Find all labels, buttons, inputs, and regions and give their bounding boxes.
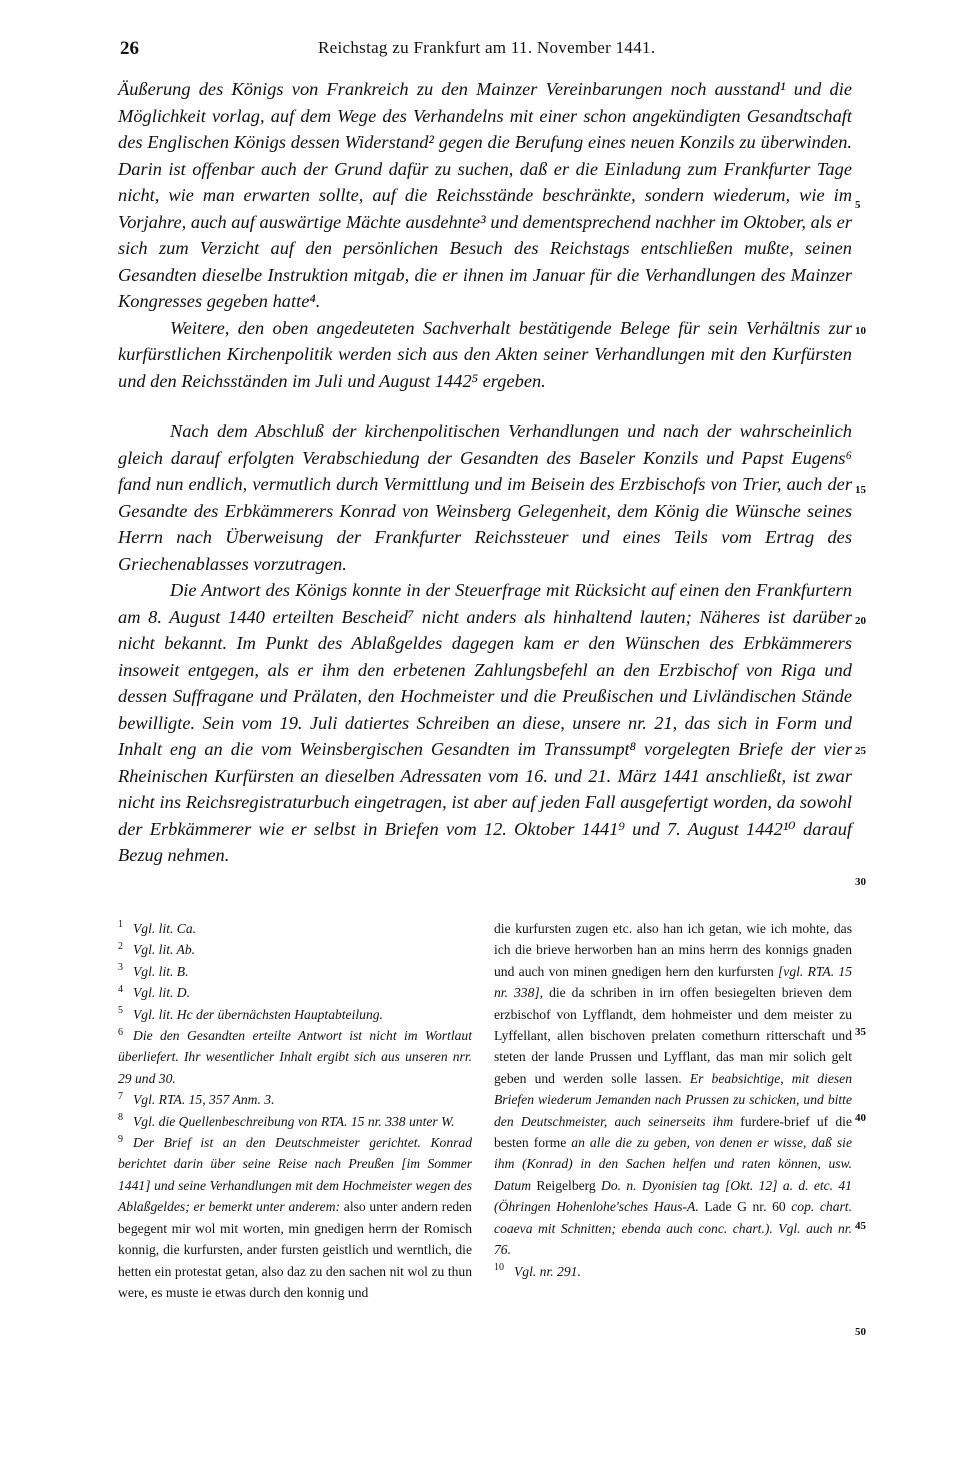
line-number: 10 [855,325,866,337]
footnotes-left [118,918,472,1303]
line-number: 45 [855,1220,866,1232]
footnotes-right [494,918,852,1282]
quote-text: also unter andern reden begegent mir wol mit worten, min gnedigen herrn der Romisch konnig, die kurfursten, ander fursten geistlich und werntlich, die hetten ein protestat getan, also daz zu den sachen nit wol zu thun were, es muste ie etwas durch den konnig und [118,1199,472,1300]
page-header [0,38,960,64]
line-number: 15 [855,484,866,496]
page-number: 26 [120,38,139,59]
footnote: $^4$ Vgl. lit. D. [118,983,191,1001]
paragraph: Äußerung des Königs von Frankreich zu den Mainzer Vereinbarungen noch ausstand¹ und die Möglichkeit vorlag, auf dem Wege des Verhandelns mit einer schon angekündigten Gesandtschaft des Englischen Königs dessen Widerstand² gegen die Berufung eines neuen Konzils zu überwinden. Darin ist offenbar auch der Grund dafür zu suchen, daß er die Einladung zum Frankfurter Tage nicht, wie man erwarten sollte, auf die Reichsstände beschränkte, sondern wiederum, wie im Vorjahre, auch auf auswärtige Mächte ausdehnte³ und dementsprechend nachher im Oktober, als er sich zum Verzicht auf den persönlichen Besuch des Reichstags entschließen mußte, seinen Gesandten dieselbe Instruktion mitgab, die er ihnen im Januar für die Verhandlungen des Mainzer Kongresses gegeben hatte⁴. [118,79,852,311]
line-number: 5 [855,199,861,211]
footnote: $^8$ Vgl. die Quellenbeschreibung von RTA. 15 nr. 338 unter W. [118,1112,455,1129]
paragraph: Die Antwort des Königs konnte in der Steuerfrage mit Rücksicht auf einen den Frankfurtern am 8. August 1440 erteilten Bescheid⁷ nicht anders als hinhaltend lauten; Näheres ist darüber nicht bekannt. Im Punkt des Ablaßgeldes dagegen kam er den Wünschen des Erbkämmerers insoweit entgegen, als er ihm den erbetenen Zahlungsbefehl an den Erzbischof von Riga und dessen Suffragane und Prälaten, den Hochmeister und die Preußischen und Livländischen Stände bewilligte. Sein vom 19. Juli datiertes Schreiben an diese, unsere nr. 21, das sich in Form und Inhalt eng an die vom Weinsbergischen Gesandten im Transsumpt⁸ vorgelegten Briefe der vier Rheinischen Kurfürsten an dieselben Adressaten vom 16. und 21. März 1441 anschließt, ist zwar nicht ins Reichsregistraturbuch eingetragen, ist aber auf jeden Fall ausgefertigt worden, da sowohl der Erbkämmerer wie er selbst in Briefen vom 12. Oktober 1441⁹ und 7. August 1442¹⁰ darauf Bezug nehmen. [118,580,852,865]
main-text [118,76,852,869]
line-number: 50 [855,1326,866,1338]
line-number: 20 [855,615,866,627]
footnote-10: $^{10}$ Vgl. nr. 291. [494,1261,581,1279]
line-number: 30 [855,876,866,888]
paragraph: Weitere, den oben angedeuteten Sachverhalt bestätigende Belege für sein Verhältnis zur kurfürstlichen Kirchenpolitik werden sich aus den Akten seiner Verhandlungen mit den Kurfürsten und den Reichsständen im Juli und August 1442⁵ ergeben. [118,317,852,391]
line-number: 25 [855,745,866,757]
footnote-9: $^9$ Der Brief ist an den Deutschmeister gerichtet. Konrad berichtet darin über seine Reise nach Preußen [im Sommer 1441] und seine Verhandlungen mit dem Hochmeister wegen des Ablaßgeldes; er bemerkt unter anderem: also unter andern reden begegent mir wol mit worten, min gnedigen herrn der Romisch konnig, die kurfursten, ander fursten geistlich und werntlich, die hetten ein protestat getan, also daz zu den sachen nit wol zu thun were, es muste ie etwas durch den konnig und [118,1133,472,1300]
footnote: $^3$ Vgl. lit. B. [118,962,189,979]
footnote: $^7$ Vgl. RTA. 15, 357 Anm. 3. [118,1090,275,1108]
footnote: $^2$ Vgl. lit. Ab. [118,940,196,958]
footnote: $^6$ Die den Gesandten erteilte Antwort ist nicht im Wortlaut überliefert. Ihr wesentlicher Inhalt ergibt sich aus unseren nrr. 29 und 30. [118,1026,472,1086]
footnote: $^1$ Vgl. lit. Ca. [118,919,197,936]
running-head: Reichstag zu Frankfurt am 11. November 1441. [318,38,656,57]
line-number: 40 [855,1112,866,1124]
footnote: $^5$ Vgl. lit. Hc der übernächsten Hauptabteilung. [118,1005,383,1022]
paragraph: Nach dem Abschluß der kirchenpolitischen Verhandlungen und nach der wahrscheinlich gleich darauf erfolgten Verabschiedung der Gesandten des Baseler Konzils und Papst Eugens⁶ fand nun endlich, vermutlich durch Vermittlung und im Beisein des Erzbischofs von Trier, auch der Gesandte des Erbkämmerers Konrad von Weinsberg Gelegenheit, dem König die Wünsche seines Herrn nach Überweisung der Frankfurter Reichssteuer und eines Teils vom Ertrag des Griechenablasses vorzutragen. [118,421,852,574]
footnote-9-continued: die kurfursten zugen etc. also han ich getan, wie ich mohte, das ich die brieve herworben han an mins herrn des konnigs gnaden und auch von minen gnedigen hern den kurfursten [vgl. RTA. 15 nr. 338], die da schriben in irn offen besiegelten brieven dem erzbischof von Lyfflandt, dem hohmeister und dem meister zu Lyffellant, allen bischoven prelaten comethurn ritterschaft und steten der lande Prussen und Lyfflant, das man mir solich gelt geben und werden solle lassen. Er beabsichtige, mit diesen Briefen wiederum Jemanden nach Prussen zu schicken, und bitte den Deutschmeister, auch seinerseits ihm furdere-brief uf die besten forme an alle die zu geben, von denen er wisse, daß sie ihm (Konrad) in den Sachen helfen und raten können, usw. Datum Reigelberg Do. n. Dyonisien tag [Okt. 12] a. d. etc. 41 (Öhringen Hohenlohe'sches Haus-A. Lade G nr. 60 cop. chart. coaeva mit Schnitten; ebenda auch conc. chart.). Vgl. auch nr. 76. [494,921,852,1258]
line-number: 35 [855,1026,866,1038]
